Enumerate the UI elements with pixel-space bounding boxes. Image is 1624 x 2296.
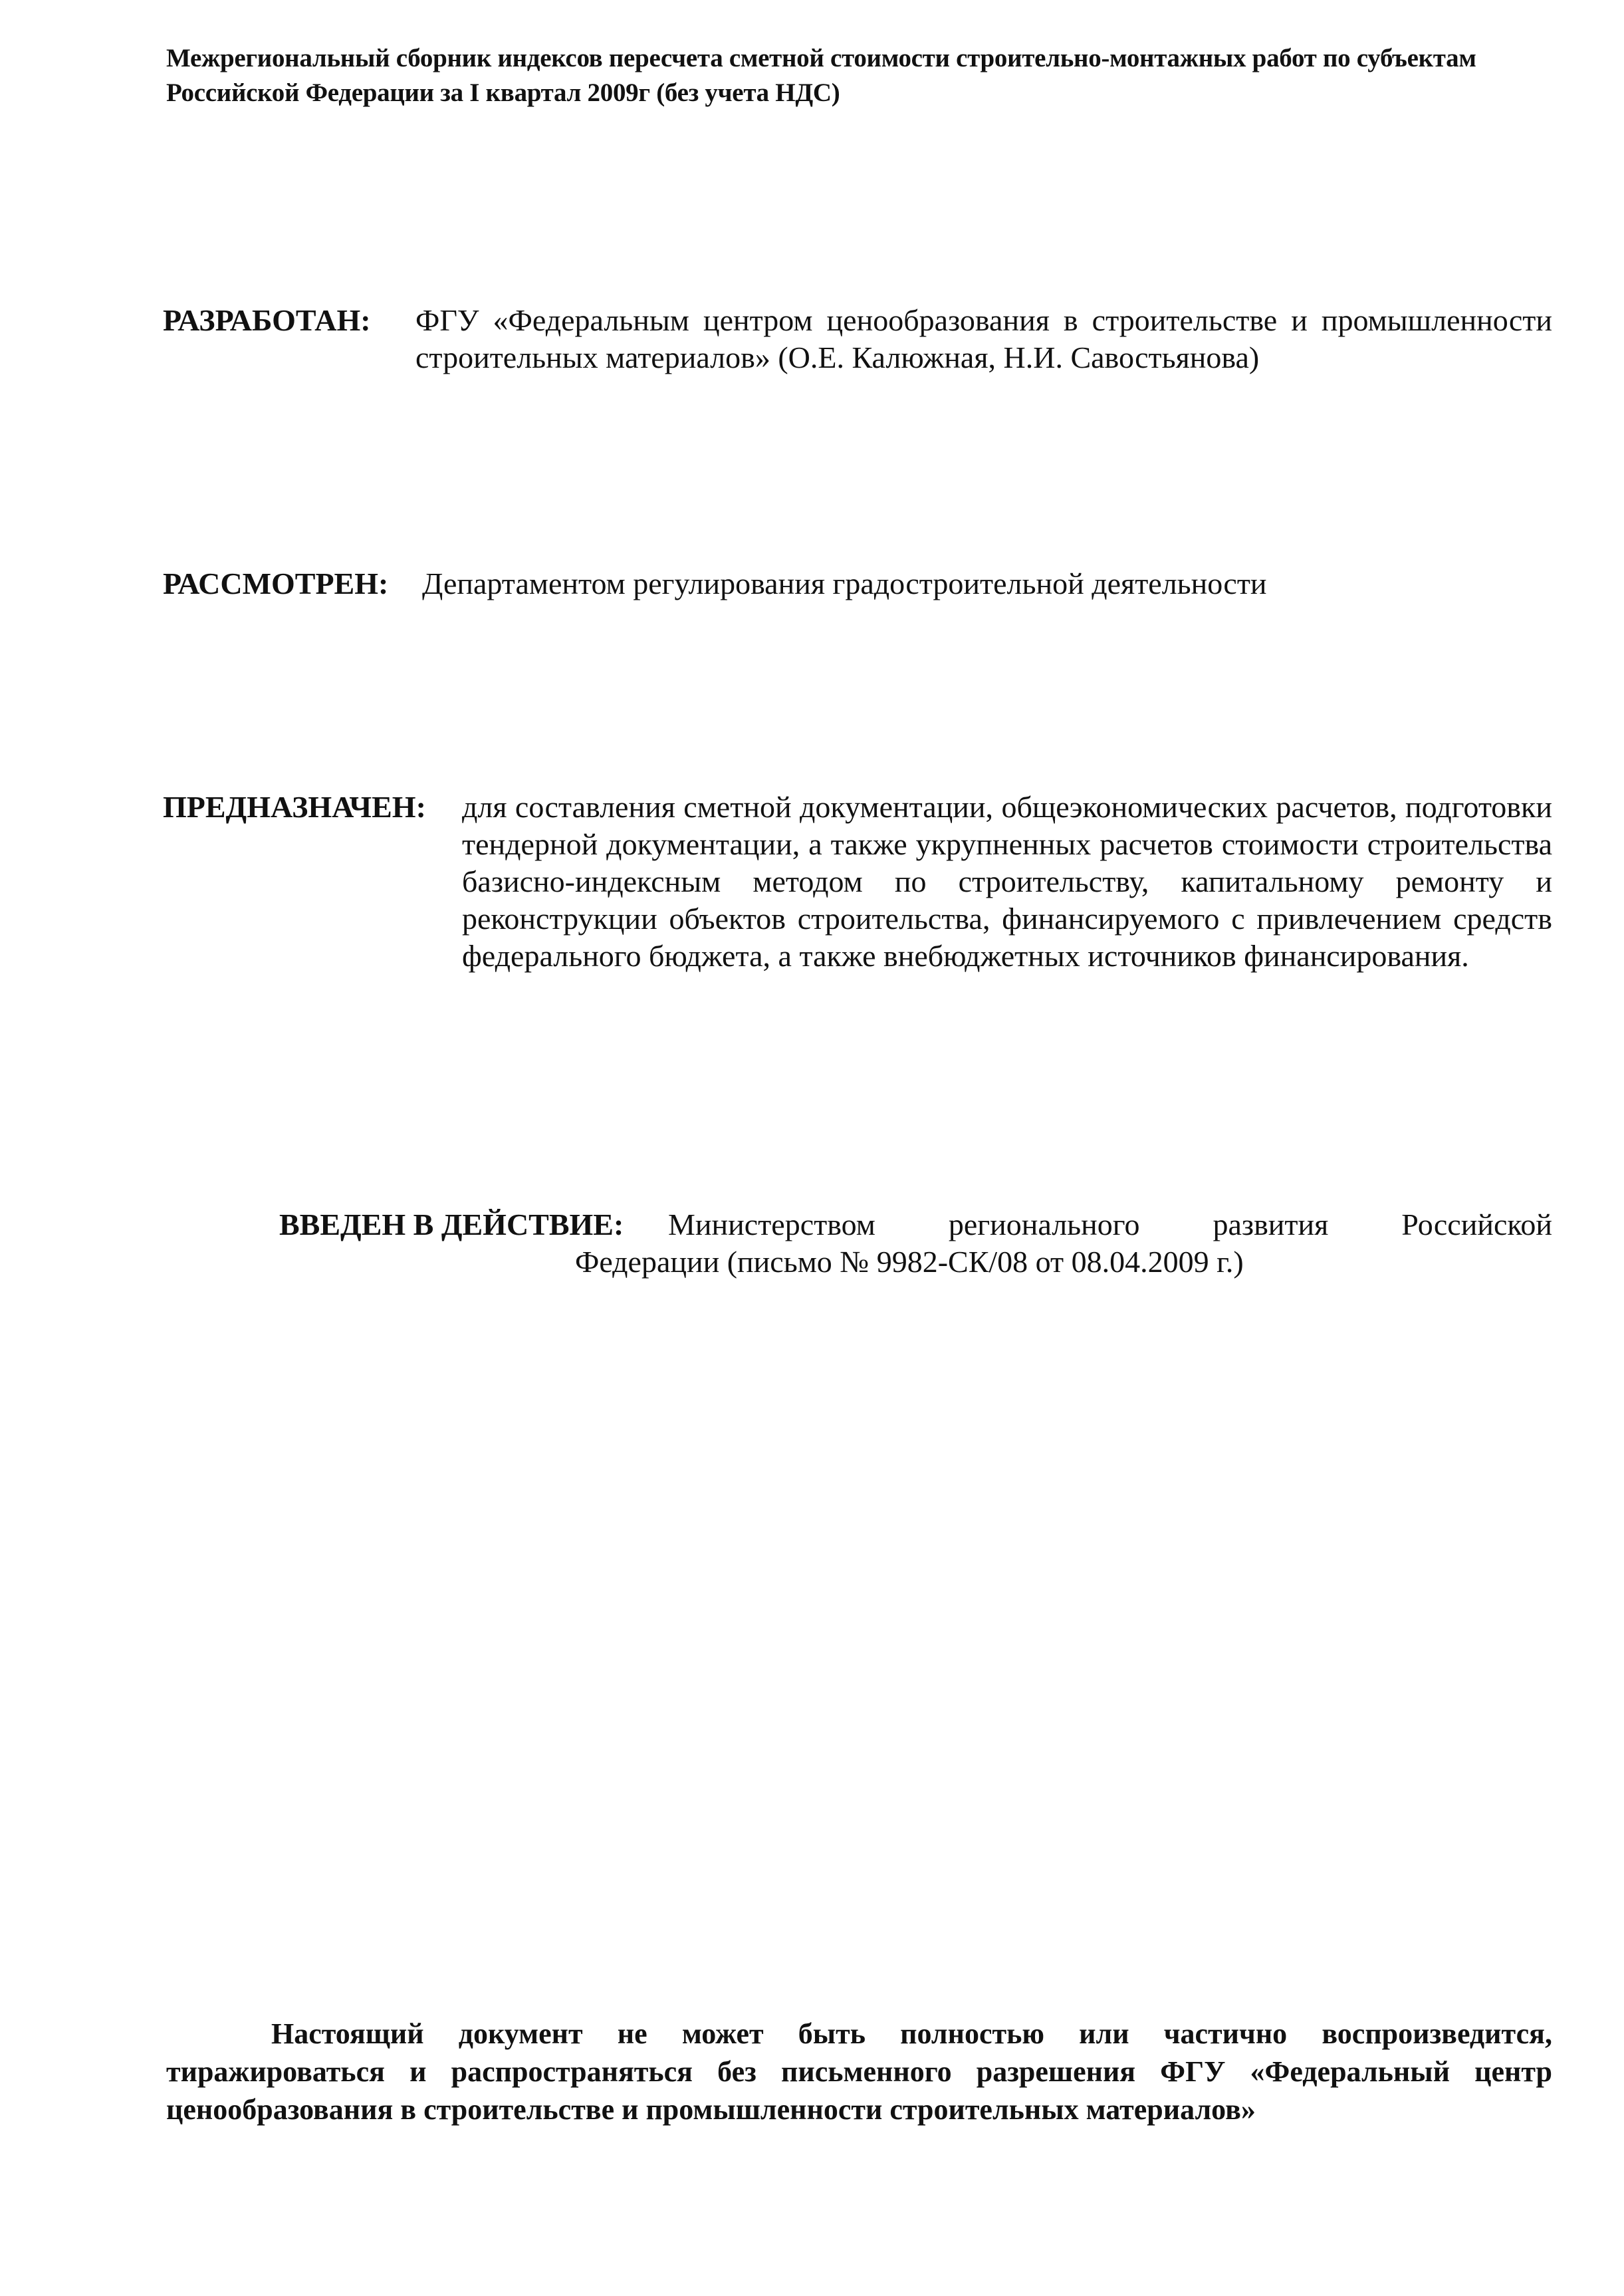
- enacted-word-russian: Российской: [1401, 1208, 1552, 1241]
- enacted-text: [668, 1206, 1552, 1243]
- enacted-word-development: развития: [1213, 1208, 1329, 1241]
- developed-by-text: ФГУ «Федеральным центром ценообразования в строительстве и промышленности строительных материалов» (О.Е. Калюжная, Н.И. Савостьянова): [415, 303, 1552, 374]
- enacted-word-ministry: Министерством: [668, 1208, 875, 1241]
- enacted-word-regional: регионального: [948, 1208, 1140, 1241]
- intended-for-text: для составления сметной документации, общеэкономических расчетов, подготовки тендерной документации, а также укрупненных расчетов стоимости строительства базисно-индексным методом по строительству, капитальному ремонту и реконструкции объектов строительства, финансируемого с привлечением средств федерального бюджета, а также внебюджетных источников финансирования.: [462, 790, 1552, 973]
- reviewed-by-text: Департаментом регулирования градостроительной деятельности: [422, 567, 1267, 600]
- document-header-title: Межрегиональный сборник индексов пересчета сметной стоимости строительно-монтажных работ по субъектам Российской Федерации за I квартал 2009г (без учета НДС): [166, 44, 1476, 107]
- reviewed-by-label: РАССМОТРЕН:: [163, 567, 389, 600]
- enacted-text-line2: Федерации (письмо № 9982-СК/08 от 08.04.2009 г.): [575, 1245, 1244, 1279]
- developed-by-label: РАЗРАБОТАН:: [163, 303, 371, 337]
- intended-for-label: ПРЕДНАЗНАЧЕН:: [163, 790, 426, 824]
- enacted-label: ВВЕДЕН В ДЕЙСТВИЕ:: [279, 1208, 624, 1241]
- copyright-notice: Настоящий документ не может быть полностью или частично воспроизведится, тиражироваться и распространяться без письменного разрешения ФГУ «Федеральный центр ценообразования в строительстве и промышленности строительных материалов»: [166, 2017, 1552, 2126]
- enacted-text-line1: [668, 1206, 1552, 1243]
